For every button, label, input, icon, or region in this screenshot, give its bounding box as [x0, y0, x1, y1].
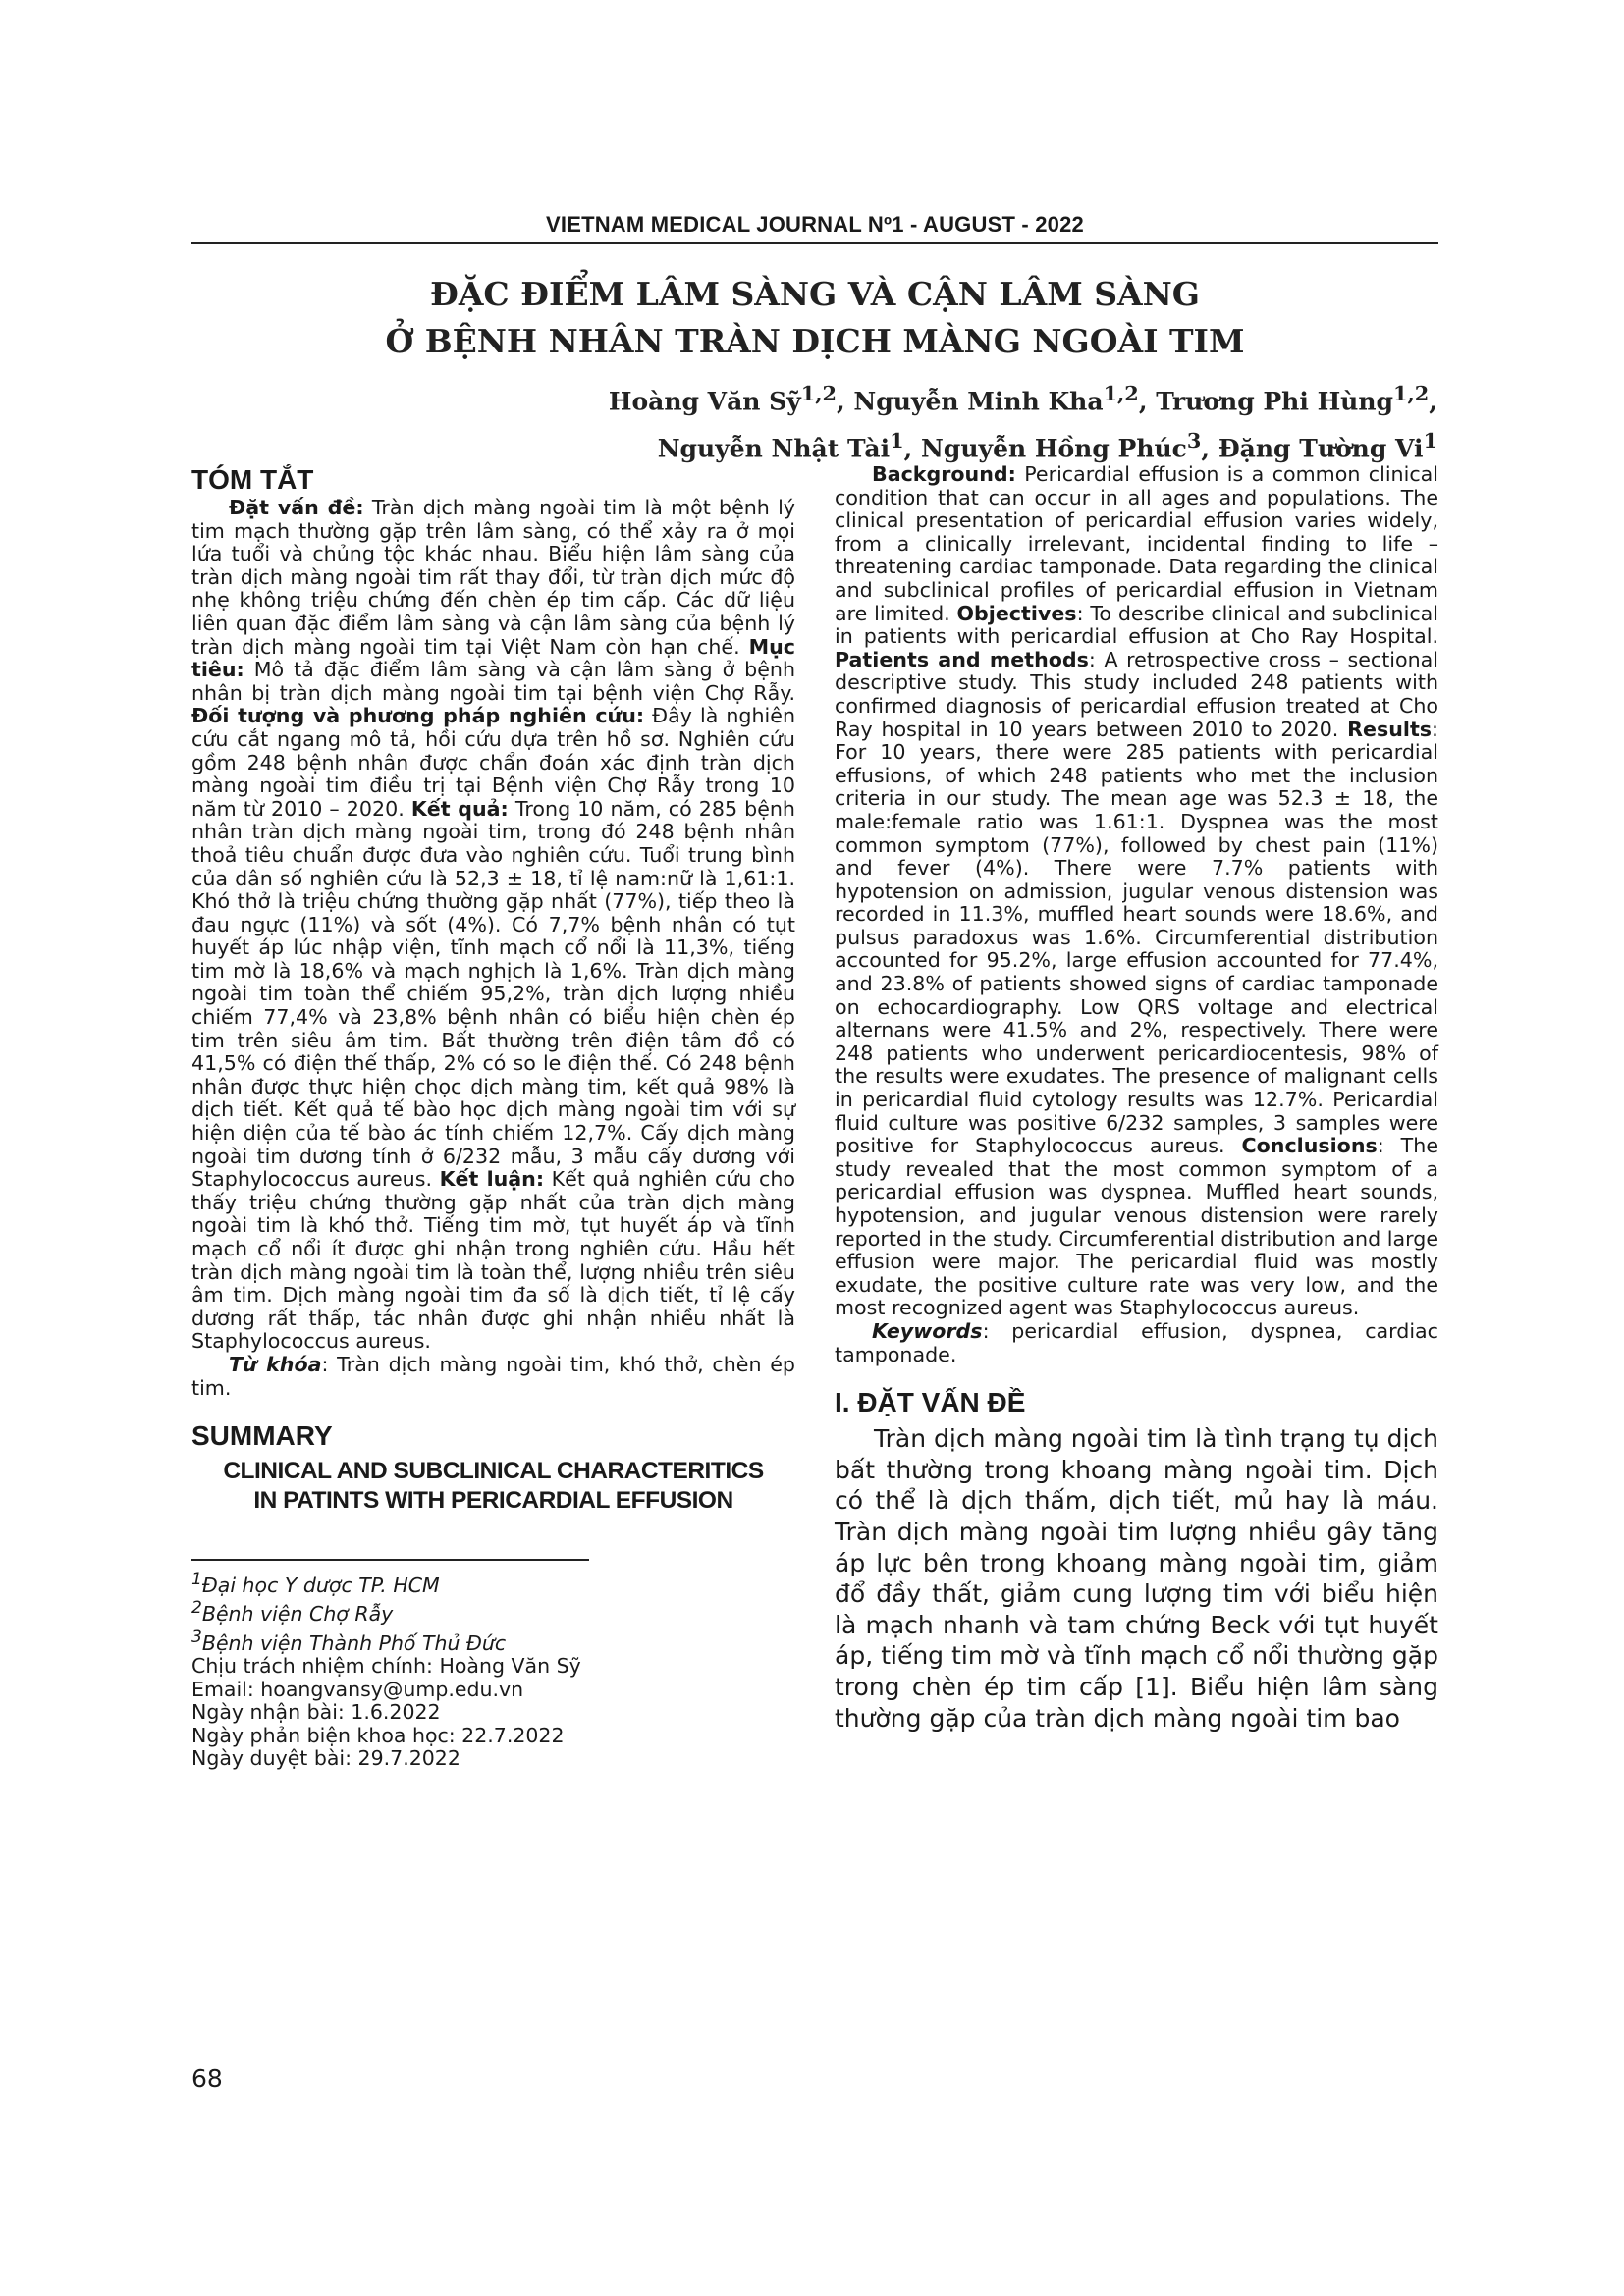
text-dat-van-de: Tràn dịch màng ngoài tim là một bệnh lý tim mạch thường gặp trên lâm sàng, có thể xảy ra ở mọi lứa tuổi và chủng tộc khác nhau. Biểu hiện lâm sàng của tràn dịch màng ngoài tim rất thay đổi, từ tràn dịch mức độ nhẹ không triệu chứng đến chèn ép tim cấp. Các dữ liệu liên quan đặc điểm lâm sàng và cận lâm sàng của bệnh lý tràn dịch màng ngoài tim tại Việt Nam còn hạn chế.: [191, 496, 795, 659]
footnote-received: Ngày nhận bài: 1.6.2022: [191, 1700, 441, 1725]
english-keywords: [835, 1320, 1438, 1366]
label-ket-luan: Kết luận:: [439, 1167, 545, 1192]
intro-paragraph: Tràn dịch màng ngoài tim là tình trạng tụ dịch bất thường trong khoang màng ngoài tim. Dịch có thể là dịch thấm, dịch tiết, mủ hay là máu. Tràn dịch màng ngoài tim lượng nhiều gây tăng áp lực bên trong khoang màng ngoài tim, giảm đổ đầy thất, giảm cung lượng tim với biểu hiện là mạch nhanh và tam chứng Beck với tụt huyết áp, tiếng tim mờ và tĩnh mạch cổ nổi thường gặp trong chèn ép tim cấp [1]. Biểu hiện lâm sàng thường gặp của tràn dịch màng ngoài tim bao: [835, 1424, 1438, 1733]
tomtat-heading: TÓM TẮT: [191, 464, 314, 495]
author-name: Hoàng Văn Sỹ: [608, 387, 801, 416]
text-objectives: : To describe clinical and subclinical in patients with pericardial effusion at Cho Ray Hospital.: [835, 601, 1438, 649]
text-ket-qua: Trong 10 năm, có 285 bệnh nhân tràn dịch màng ngoài tim, trong đó 248 bệnh nhân thoả tiêu chuẩn được đưa vào nghiên cứu. Tuổi trung bình của dân số nghiên cứu là 52,3 ± 18, tỉ lệ nam:nữ là 1,61:1. Khó thở là triệu chứng thường gặp nhất (77%), tiếp theo là đau ngực (11%) và sốt (4%). Có 7,7% bệnh nhân có tụt huyết áp lúc nhập viện, tĩnh mạch cổ nổi là 11,3%, tiếng tim mờ là 18,6% và mạch nghịch là 1,6%. Tràn dịch màng ngoài tim toàn thể chiếm 95,2%, tràn dịch lượng nhiều chiếm 77,4% và 23,8% bệnh nhân có biểu hiện chèn ép tim trên siêu âm tim. Bất thường trên điện tâm đồ có 41,5% có điện thế thấp, 2% có so le điện thế. Có 248 bệnh nhân được thực hiện chọc dịch màng tim, kết quả 98% là dịch tiết. Kết quả tế bào học dịch màng ngoài tim với sự hiện diện của tế bào ác tính chiếm 12,7%. Cấy dịch màng ngoài tim dương tính ở 6/232 mẫu, 3 mẫu cấy dương với Staphylococcus aureus.: [191, 796, 795, 1192]
text-muc-tieu: Mô tả đặc điểm lâm sàng và cận lâm sàng ở bệnh nhân bị tràn dịch màng ngoài tim tại bệnh viện Chợ Rẫy.: [191, 658, 795, 705]
author-separator: ,: [1429, 387, 1437, 416]
footnote-affiliation-2: [191, 1597, 795, 1626]
label-muc-tieu: Mục tiêu:: [191, 634, 795, 682]
journal-header: VIETNAM MEDICAL JOURNAL Nº1 - AUGUST - 2022: [546, 212, 1084, 237]
author-affiliation: 1: [1423, 428, 1437, 454]
intro-heading: I. ĐẶT VẤN ĐỀ: [835, 1387, 1026, 1418]
footnote-rule: [191, 1559, 589, 1561]
text-ket-luan: Kết quả nghiên cứu cho thấy triệu chứng thường gặp nhất của tràn dịch màng ngoài tim là khó thở. Tiếng tim mờ, tụt huyết áp và tĩnh mạch cổ nổi ít được ghi nhận trong nghiên cứu. Hầu hết tràn dịch màng ngoài tim là toàn thể, lượng nhiều trên siêu âm tim. Dịch màng ngoài tim đa số là dịch tiết, tỉ lệ cấy dương rất thấp, tác nhân được ghi nhận nhiều nhất là Staphylococcus aureus.: [191, 1167, 796, 1354]
footnote-responsible: Chịu trách nhiệm chính: Hoàng Văn Sỹ: [191, 1654, 581, 1679]
text-conclusions: : The study revealed that the most common symptom of a pericardial effusion was dyspnea. Muffled heart sounds, hypotension, and jugular venous distension were rarely reported in the study. Circumferential distribution and large effusion were major. The pericardial fluid was mostly exudate, the positive culture rate was very low, and the most recognized agent was Staphylococcus aureus.: [835, 1134, 1438, 1320]
right-column: [835, 463, 1438, 1734]
article-title: [191, 271, 1438, 365]
label-patients-methods: Patients and methods: [835, 647, 1089, 671]
label-dat-van-de: Đặt vấn đề:: [229, 496, 364, 519]
footnote-marker: 3: [191, 1627, 202, 1647]
footnote-text: Bệnh viện Chợ Rẫy: [201, 1602, 394, 1627]
footnote-marker: 1: [191, 1570, 202, 1590]
label-conclusions: Conclusions: [1241, 1134, 1378, 1158]
author-line-1: [609, 374, 1437, 421]
text-tu-khoa: : Tràn dịch màng ngoài tim, khó thở, chèn ép tim.: [191, 1352, 795, 1400]
text-patients-methods: : A retrospective cross – sectional descriptive study. This study included 248 patients with confirmed diagnosis of pericardial effusion treated at Cho Ray hospital in 10 years between 2010 to 2020.: [835, 647, 1439, 741]
author-affiliation: 1: [890, 428, 904, 454]
author-affiliation: 3: [1186, 428, 1202, 454]
footnote-reviewed: Ngày phản biện khoa học: 22.7.2022: [191, 1723, 565, 1747]
label-objectives: Objectives: [956, 601, 1077, 625]
label-results: Results: [1347, 717, 1433, 741]
author-name: , Nguyễn Minh Kha: [837, 387, 1104, 416]
left-column: [191, 463, 795, 1771]
label-background: Background:: [872, 462, 1016, 486]
label-keywords: Keywords: [872, 1318, 983, 1343]
text-background: Pericardial effusion is a common clinical condition that can occur in all ages and populations. The clinical presentation of pericardial effusion varies widely, from a clinically irrelevant, incidental finding to life – threatening cardiac tamponade. Data regarding the clinical and subclinical profiles of pericardial effusion in Vietnam are limited.: [835, 462, 1438, 625]
tomtat-abstract: [191, 497, 795, 1354]
author-name: , Đặng Tường Vi: [1201, 434, 1424, 463]
header-rule: [191, 242, 1438, 244]
text-doi-tuong: Đây là nghiên cứu cắt ngang mô tả, hồi cứu dựa trên hồ sơ. Nghiên cứu gồm 248 bệnh nhân được chẩn đoán xác định tràn dịch màng ngoài tim điều trị tại Bệnh viện Chợ Rẫy trong 10 năm từ 2010 – 2020.: [191, 704, 795, 821]
author-affiliation: 1,2: [800, 381, 837, 405]
text-keywords: : pericardial effusion, dyspnea, cardiac tamponade.: [835, 1318, 1438, 1366]
footnote-affiliation-1: [191, 1569, 795, 1597]
author-affiliation: 1,2: [1103, 381, 1139, 405]
footnotes: [191, 1569, 795, 1770]
footnote-accepted: Ngày duyệt bài: 29.7.2022: [191, 1746, 460, 1771]
english-abstract: [835, 463, 1438, 1320]
summary-title-line-2: IN PATINTS WITH PERICARDIAL EFFUSION: [253, 1487, 733, 1515]
footnote-text: Bệnh viện Thành Phố Thủ Đức: [201, 1630, 507, 1655]
footnote-affiliation-3: [191, 1627, 795, 1655]
author-name: , Nguyễn Hồng Phúc: [903, 434, 1187, 463]
footnote-email: Email: hoangvansy@ump.edu.vn: [191, 1677, 524, 1701]
tomtat-keywords: [191, 1354, 795, 1400]
author-list: [609, 374, 1437, 469]
author-affiliation: 1,2: [1393, 381, 1430, 405]
title-line-1: ĐẶC ĐIỂM LÂM SÀNG VÀ CẬN LÂM SÀNG: [429, 275, 1200, 313]
author-name: , Trương Phi Hùng: [1138, 387, 1394, 416]
label-doi-tuong: Đối tượng và phương pháp nghiên cứu:: [191, 704, 645, 728]
label-tu-khoa: Từ khóa: [229, 1352, 322, 1376]
summary-title: [191, 1457, 795, 1516]
text-results: : For 10 years, there were 285 patients with pericardial effusions, of which 248 patients who met the inclusion criteria in our study. The mean age was 52.3 ± 18, the male:female ratio was 1.61:1. Dyspnea was the most common symptom (77%), followed by chest pain (11%) and fever (4%). There were 7.7% patients with hypotension on admission, jugular venous distension was recorded in 11.3%, muffled heart sounds were 18.6%, and pulsus paradoxus was 1.6%. Circumferential distribution accounted for 95.2%, large effusion accounted for 77.4%, and 23.8% of patients showed signs of cardiac tamponade on echocardiography. Low QRS voltage and electrical alternans were 41.5% and 2%, respectively. There were 248 patients who underwent pericardiocentesis, 98% of the results were exudates. The presence of malignant cells in pericardial fluid cytology results was 12.7%. Pericardial fluid culture was positive 6/232 samples, 3 samples were positive for Staphylococcus aureus.: [835, 717, 1438, 1158]
author-name: Nguyễn Nhật Tài: [657, 434, 891, 463]
summary-heading: SUMMARY: [191, 1420, 333, 1452]
footnote-marker: 2: [191, 1598, 202, 1619]
title-line-2: Ở BỆNH NHÂN TRÀN DỊCH MÀNG NGOÀI TIM: [385, 322, 1245, 360]
summary-title-line-1: CLINICAL AND SUBCLINICAL CHARACTERITICS: [223, 1458, 764, 1485]
page-number: 68: [191, 2064, 223, 2093]
footnote-text: Đại học Y dược TP. HCM: [201, 1573, 440, 1597]
label-ket-qua: Kết quả:: [410, 796, 509, 821]
